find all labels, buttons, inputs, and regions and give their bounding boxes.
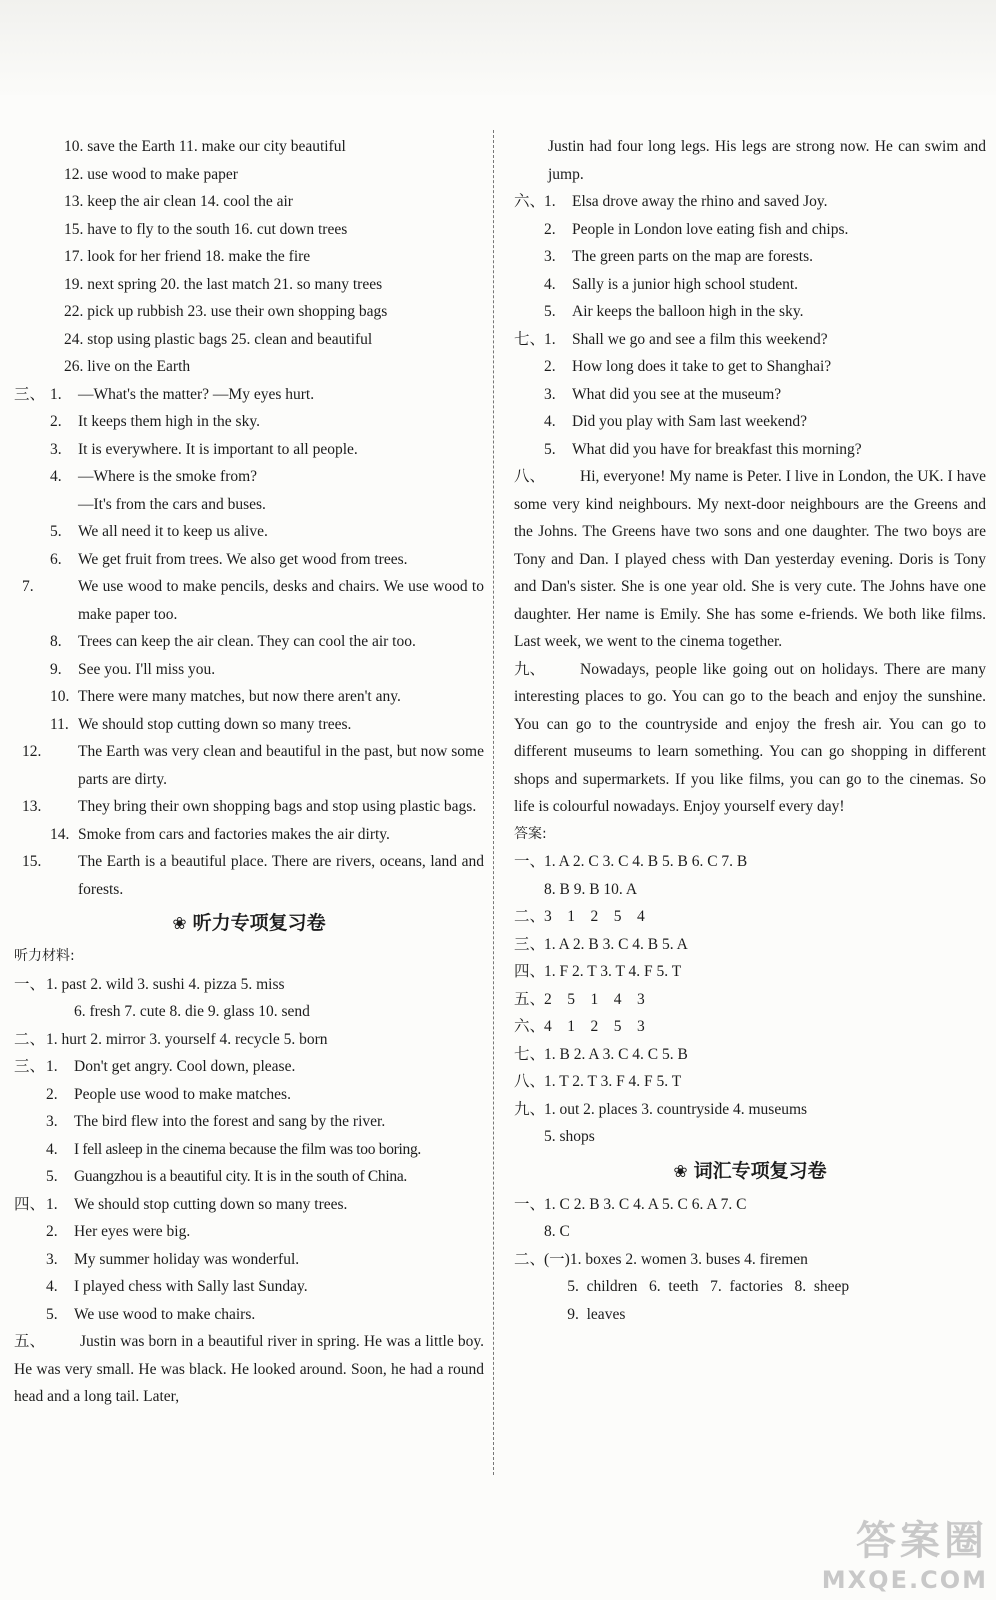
list-item: 17. look for her friend 18. make the fire: [64, 248, 311, 265]
section-mark: 一、: [14, 975, 46, 993]
sentence: There were many matches, but now there aren't any.: [78, 688, 401, 705]
passage-5: [14, 1328, 484, 1411]
sentence: Sally is a junior high school student.: [572, 275, 799, 293]
sentence: Elsa drove away the rhino and saved Joy.: [572, 193, 828, 210]
sentence: How long does it take to get to Shanghai?: [572, 358, 832, 375]
section-3-sentences: 三、 1. —What's the matter? —My eyes hurt. 2. It keeps them high in the sky. 3. It is everywhere. It is important to all people. 4. —Where is the smoke from? —It's from the cars and buses. 5. We all need it to keep us alive. 6. We get fruit from trees. We also get wood from trees. 7. We use wood to make pencils, desks and chairs. We use wood to make paper too. 8. Trees can keep the air clean. They can cool the air too. 9. See you. I'll miss you. 10. There were many matches, but now there aren't any. 11. We should stop cutting down so many trees. 12. The Earth was very clean and beautiful in the past, but now some parts are dirty. 13. They bring their own shopping bags and stop using plastic bags. 14. Smoke from cars and factories makes the air dirty. 15. The Earth is a beautiful place. There are rivers, oceans, land and forests.: [14, 381, 484, 904]
paw-icon: ❀: [172, 914, 187, 934]
section-mark: 七、: [514, 330, 546, 348]
word-list: 1. hurt 2. mirror 3. yourself 4. recycle 5. born: [46, 1030, 328, 1048]
sentence: We should stop cutting down so many trees.: [78, 715, 352, 733]
list-item: 26. live on the Earth: [64, 358, 191, 375]
sentence: —It's from the cars and buses.: [78, 495, 266, 513]
sentence: Trees can keep the air clean. They can cool the air too.: [78, 633, 416, 650]
sentence: I played chess with Sally last Sunday.: [74, 1278, 308, 1295]
answer-row: (一)1. boxes 2. women 3. buses 4. firemen: [544, 1250, 808, 1268]
sentence: We use wood to make pencils, desks and chairs. We use wood to make paper too.: [78, 578, 484, 623]
answer-list: 一、1. A 2. C 3. C 4. B 5. B 6. C 7. B 8. B 9. B 10. A 二、3 1 2 5 4 三、1. A 2. B 3. C 4. B 5. A 四、1. F 2. T 3. T 4. F 5. T 五、2 5 1 4 3 六、4 1 2 5 3 七、1. B 2. A 3. C 4. C 5. B 八、1. T 2. T 3. F 4. F 5. T 九、1. out 2. places 3. countryside 4. museums 5. shops: [514, 853, 808, 1145]
sentence: Her eyes were big.: [74, 1223, 191, 1240]
passage-text: Justin was born in a beautiful river in spring. He was a little boy. He was very small. He was black. He looked around. Soon, he had a round head and a long tail. Later,: [14, 1333, 484, 1405]
list-item: 12. use wood to make paper: [64, 165, 238, 183]
sentence: We get fruit from trees. We also get wood from trees.: [78, 550, 408, 568]
sentence: I fell asleep in the cinema because the film was too boring.: [74, 1140, 421, 1158]
site-watermark: 答案圈 MXQE.COM: [821, 1518, 988, 1594]
phrase-list: [14, 133, 484, 381]
word-list: 6. fresh 7. cute 8. die 9. glass 10. send: [74, 1003, 310, 1020]
sentence: —What's the matter? —My eyes hurt.: [78, 385, 315, 403]
sentence: Shall we go and see a film this weekend?: [572, 330, 828, 348]
section-mark: 九、: [514, 660, 546, 678]
sentence: My summer holiday was wonderful.: [74, 1250, 300, 1268]
column-divider: [493, 130, 494, 1475]
section-mark: 八、: [514, 468, 546, 485]
answer-row: 5. shops: [544, 1128, 595, 1145]
sentence: People use wood to make matches.: [74, 1085, 291, 1103]
section-mark: 五、: [14, 1333, 46, 1350]
sentence: The green parts on the map are forests.: [572, 248, 814, 265]
sentence: Did you play with Sam last weekend?: [572, 413, 808, 430]
answer-row: 1. A 2. B 3. C 4. B 5. A: [544, 935, 688, 953]
list-item: 10. save the Earth 11. make our city beautiful: [64, 138, 346, 155]
section-mark: 三、: [14, 385, 46, 403]
answer-row: 8. B 9. B 10. A: [544, 880, 638, 898]
answer-row: 1. T 2. T 3. F 4. F 5. T: [544, 1073, 682, 1090]
section-mark: 二、: [14, 1030, 46, 1048]
list-item: 19. next spring 20. the last match 21. so many trees: [64, 275, 383, 293]
listening-heading: ❀ 听力专项复习卷: [14, 903, 484, 943]
sentence: Smoke from cars and factories makes the air dirty.: [78, 825, 390, 843]
list-item: 13. keep the air clean 14. cool the air: [64, 193, 293, 210]
sentence: We all need it to keep us alive.: [78, 523, 268, 540]
listening-material-label: 听力材料:: [14, 948, 75, 964]
word-list: 1. past 2. wild 3. sushi 4. pizza 5. miss: [46, 975, 285, 993]
vocab-heading: ❀ 词汇专项复习卷: [514, 1151, 986, 1191]
sentence: We should stop cutting down so many trees.: [74, 1195, 348, 1213]
answer-row: 1. C 2. B 3. C 4. A 5. C 6. A 7. C: [544, 1195, 747, 1213]
sentence: Don't get angry. Cool down, please.: [74, 1058, 296, 1075]
sentence: The Earth was very clean and beautiful in the past, but now some parts are dirty.: [78, 743, 484, 788]
answer-row: 2 5 1 4 3: [544, 990, 645, 1008]
sentence: What did you see at the museum?: [572, 385, 782, 403]
section-mark: 四、: [14, 1195, 46, 1213]
passage-text: Hi, everyone! My name is Peter. I live in London, the UK. I have some very kind neighbours. My next-door neighbours are the Greens and the Johns. The Greens have two sons and one daughter. The two boys are Tony and Dan. I played chess with Dan yesterday evening. Doris is Tony and Dan's sister. She is one year old. She is very cute. The Johns have one daughter. Her name is Emily. She has some e-friends. We both like films. Last week, we went to the cinema together.: [514, 468, 986, 650]
answer-row: 5. children 6. teeth 7. factories 8. sheep: [544, 1278, 850, 1295]
answer-row: 1. F 2. T 3. T 4. F 5. T: [544, 963, 682, 980]
list-item: 22. pick up rubbish 23. use their own shopping bags: [64, 303, 388, 320]
left-column: 10. save the Earth 11. make our city beautiful 12. use wood to make paper 13. keep the air clean 14. cool the air 15. have to fly to the south 16. cut down trees 17. look for her friend 18. make the fire 19. next spring 20. the last match 21. so many trees 22. pick up rubbish 23. use their own shopping bags 24. stop using plastic bags 25. clean and beautiful 26. live on the Earth 三、 1. —What's the matter? —My eyes hurt. 2. It keeps them high in the sky. 3. It is everywhere. It is important to all people. 4. —Where is the smoke from? —It's from the cars and buses. 5. We all need it to keep us alive. 6. We get fruit from trees. We also get wood from trees. 7. We use wood to make pencils, desks and chairs. We use wood to make paper too. 8. Trees can keep the air clean. They can cool the air too. 9. See you. I'll miss you. 10. There were many matches, but now there aren't any. 11. We should stop cutting down so many trees. 12. The Earth was very clean and beautiful in the past, but now some parts are dirty. 13. They bring their own shopping bags and stop using plastic bags. 14. Smoke from cars and factories makes the air dirty. 15. The Earth is a beautiful place. There are rivers, oceans, land and forests. ❀ 听力专项复习卷 听力材料: 一、1. past 2. wild 3. sushi 4. pizza 5. miss 6. fresh 7. cute 8. die 9. glass 10. send 二、1. hurt 2. mirror 3. yourself 4. recycle 5. born 三、1. Don't get angry. Cool down, please. 2. People use wood to make matches. 3. The bird flew into the forest and sang by the river. 4. I fell asleep in the cinema because the film was too boring. 5. Guangzhou is a beautiful city. It is in the south of China. 四、1. We should stop cutting down so many trees. 2. Her eyes were big. 3. My summer holiday was wonderful. 4. I played chess with Sally last Sunday. 5. We use wood to make chairs. 五、 Justin was born in a beautiful river in spring. He was a little boy. He was very small. He was black. He looked around. Soon, he had a round head and a long tail. Later,: [14, 133, 484, 1411]
section-mark: 三、: [14, 1058, 46, 1075]
passage-text: Nowadays, people like going out on holidays. There are many interesting places to go. You can go to the beach and enjoy the sunshine. You can go to the countryside and enjoy the fresh air. You can go to different museums to learn something. You can go shopping in different shops and supermarkets. If you like films, you can go to the cinemas. So life is colourful nowadays. Enjoy yourself every day!: [514, 660, 986, 815]
answer-row: 1. out 2. places 3. countryside 4. museums: [544, 1100, 808, 1118]
answer-row: 8. C: [544, 1223, 570, 1240]
passage-9: [514, 656, 986, 821]
answer-row: 1. B 2. A 3. C 4. C 5. B: [544, 1045, 688, 1063]
sentence: It is everywhere. It is important to all people.: [78, 440, 358, 458]
answers-label: 答案:: [514, 825, 547, 842]
answer-row: 9. leaves: [544, 1305, 626, 1323]
answer-row: 1. A 2. C 3. C 4. B 5. B 6. C 7. B: [544, 853, 748, 870]
list-item: 15. have to fly to the south 16. cut down trees: [64, 220, 348, 238]
sentence: People in London love eating fish and chips.: [572, 220, 849, 238]
sentence: The bird flew into the forest and sang by the river.: [74, 1113, 386, 1130]
passage-8: [514, 463, 986, 656]
answer-row: 4 1 2 5 3: [544, 1018, 645, 1035]
sentence: Air keeps the balloon high in the sky.: [572, 303, 804, 320]
sentence: They bring their own shopping bags and stop using plastic bags.: [78, 798, 477, 815]
sentence: It keeps them high in the sky.: [78, 413, 260, 430]
sentence: What did you have for breakfast this morning?: [572, 440, 862, 458]
section-mark: 六、: [514, 193, 546, 210]
vocab-answer-list: 一、1. C 2. B 3. C 4. A 5. C 6. A 7. C 8. C 二、(一)1. boxes 2. women 3. buses 4. firemen 5. children 6. teeth 7. factories 8. sheep 9. leaves: [514, 1195, 850, 1323]
sentence: See you. I'll miss you.: [78, 660, 216, 678]
passage-5-continued: Justin had four long legs. His legs are strong now. He can swim and jump.: [548, 138, 986, 183]
answer-row: 3 1 2 5 4: [544, 908, 645, 925]
right-column: Justin had four long legs. His legs are strong now. He can swim and jump. 六、1. Elsa drove away the rhino and saved Joy. 2. People in London love eating fish and chips. 3. The green parts on the map are forests. 4. Sally is a junior high school student. 5. Air keeps the balloon high in the sky. 七、1. Shall we go and see a film this weekend? 2. How long does it take to get to Shanghai? 3. What did you see at the museum? 4. Did you play with Sam last weekend? 5. What did you have for breakfast this morning? 八、 Hi, everyone! My name is Peter. I live in London, the UK. I have some very kind neighbours. My next-door neighbours are the Greens and the Johns. The Greens have two sons and one daughter. The two boys are Tony and Dan. I played chess with Dan yesterday evening. Doris is Tony and Dan's sister. She is one year old. She is very cute. The Johns have one daughter. Her name is Emily. She has some e-friends. We both like films. Last week, we went to the cinema together. 九、 Nowadays, people like going out on holidays. There are many interesting places to go. You can go to the beach and enjoy the sunshine. You can go to the countryside and enjoy the fresh air. You can go to different museums to learn something. You can go shopping in different shops and supermarkets. If you like films, you can go to the cinemas. So life is colourful nowadays. Enjoy yourself every day! 答案: 一、1. A 2. C 3. C 4. B 5. B 6. C 7. B 8. B 9. B 10. A 二、3 1 2 5 4 三、1. A 2. B 3. C 4. B 5. A 四、1. F 2. T 3. T 4. F 5. T 五、2 5 1 4 3 六、4 1 2 5 3 七、1. B 2. A 3. C 4. C 5. B 八、1. T 2. T 3. F 4. F 5. T 九、1. out 2. places 3. countryside 4. museums 5. shops ❀ 词汇专项复习卷 一、1. C 2. B 3. C 4. A 5. C 6. A 7. C 8. C 二、(一)1. boxes 2. women 3. buses 4. firemen 5. children 6. teeth 7. factories 8. sheep 9. leaves: [514, 133, 986, 1328]
sentence: —Where is the smoke from?: [78, 468, 258, 485]
sentence: Guangzhou is a beautiful city. It is in the south of China.: [74, 1168, 407, 1185]
sentence: We use wood to make chairs.: [74, 1305, 256, 1323]
list-item: 24. stop using plastic bags 25. clean and beautiful: [64, 330, 373, 348]
paw-icon: ❀: [673, 1161, 688, 1182]
sentence: The Earth is a beautiful place. There are rivers, oceans, land and forests.: [78, 853, 484, 898]
scan-top-band: [0, 0, 996, 95]
